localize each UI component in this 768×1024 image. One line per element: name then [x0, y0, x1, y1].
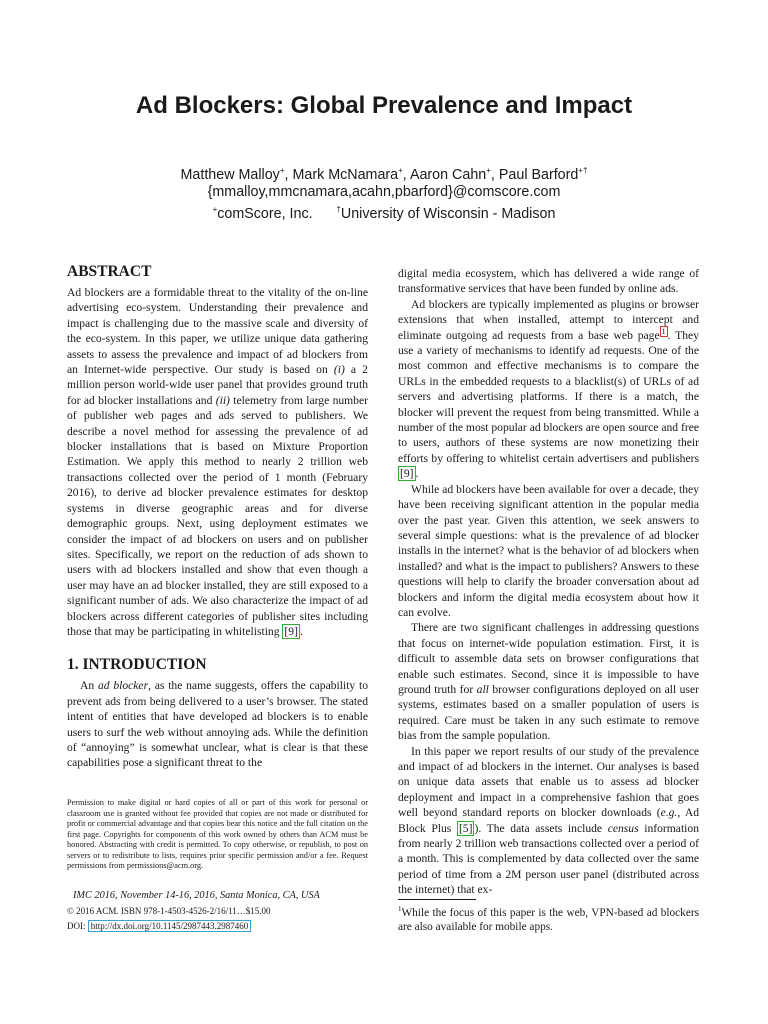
affiliations: [0, 205, 768, 223]
affiliation-mark: †: [336, 205, 341, 215]
citation-link[interactable]: [9]: [400, 467, 414, 481]
author-name: Aaron Cahn: [409, 167, 487, 183]
affiliation-mark: +: [486, 166, 491, 176]
paragraph: Ad blockers are typically implemented as plugins or browser extensions that when installed, attempt to intercept and eliminate outgoing ad requests from a base web page $^1$ . They use a variety of mechanisms to identify ad requests. One of the most common and effective mechanisms is to compare the URLs in the embedded requests to a blacklist(s) of URLs of ad servers and advertising platforms. If there is a match, the blocker will prevent the request from being transmitted. While a number of the most popular ad blockers are open source and free to users, authors of these systems are now monetizing their efforts by offering to whitelist certain advertisers and publishers [9] .: [398, 297, 700, 481]
author-name: Paul Barford: [498, 167, 579, 183]
conference-info: IMC 2016, November 14-16, 2016, Santa Monica, CA, USA: [73, 890, 320, 901]
isbn-line: © 2016 ACM. ISBN 978-1-4503-4526-2/16/11…$15.00: [67, 906, 271, 916]
paragraph: In this paper we report results of our study of the prevalence and impact of ad blockers in the internet. Our analyses is based on unique data assets that enable us to assess ad blocker deployment and impact in a comprehensive fashion that goes well beyond standard reports on blocker downloads (e.g., Ad Block Plus [5] ). The data assets include census information from nearly 2 trillion web transactions collected over a period of a month. This is complemented by data collected over the same period of time from a 2M person user panel (distributed across the internet) that ex-: [398, 744, 699, 897]
affiliation-comscore: comScore, Inc.: [217, 206, 313, 222]
author-name: Mark McNamara: [292, 167, 399, 183]
right-column: [398, 266, 699, 898]
introduction-heading: 1. INTRODUCTION: [67, 656, 207, 674]
affiliation-mark: +: [279, 166, 285, 176]
abstract-paragraph: Ad blockers are a formidable threat to the vitality of the on-line advertising eco-system. Understanding their prevalence and impact is challenging due to the massive scale and diversity of the eco-system. In this paper, we utilize unique data gathering assets to assess the prevalence and impact of ad blockers from an Internet-wide perspective. Our study is based on (i) a 2 million person world-wide user panel that provides ground truth for ad blocker installations and (ii) telemetry from large number of publisher web pages and ads served to publishers. We describe a novel method for assessing the prevalence of ad blocker installations that is based on Mixture Proportion Estimation. We apply this method to nearly 2 trillion web transactions collected over the period of 1 month (February 2016), to derive ad blocker prevalence estimates for desktop systems in diverse geographic areas and for diverse demographic groups. Next, using deployment estimates we consider the impact of ad blockers on users and on publisher sites. Specifically, we report on the reduction of ads shown to users with ad blockers installed and show that even though a user may have an ad blocker installed, they are still exposed to a significant number of ads. We also characterize the impact of ad blockers across different categories of publisher sites including those that may be participating in whitelisting [9] .: [67, 286, 368, 638]
footnote-link[interactable]: 1: [661, 326, 666, 336]
author-list: Matthew Malloy+, Mark McNamara+, Aaron Cahn+, Paul Barford+†: [180, 166, 588, 183]
abstract-heading: ABSTRACT: [67, 263, 152, 280]
doi-line: DOI: http://dx.doi.org/10.1145/2987443.2987460: [67, 919, 251, 933]
left-column: [67, 262, 368, 771]
affiliation-mark: +: [398, 166, 403, 176]
paper-title: Ad Blockers: Global Prevalence and Impact: [135, 92, 633, 119]
permission-notice: Permission to make digital or hard copies of all or part of this work for personal or classroom use is granted without fee provided that copies are not made or distributed for profit or commercial advantage and that copies bear this notice and the full citation on the first page. Copyrights for components of this work owned by others than ACM must be honored. Abstracting with credit is permitted. To copy otherwise, or republish, to post on servers or to redistribute to lists, requires prior specific permission and/or a fee. Request permissions from permissions@acm.org.: [67, 798, 368, 870]
footnote-divider: [398, 899, 476, 900]
paragraph: While ad blockers have been available for over a decade, they have been receiving significant attention in the popular media over the past year. Given this attention, we seek answers to several simple questions: what is the prevalence of ad blocker installs in the internet? what is the behavior of ad blockers when installed? and what is the impact to publishers? Answers to these questions will help to clarify the broader conversation about ad blockers and inform the digital media ecosystem about how it can evolve.: [398, 482, 699, 619]
affiliation-mark: +†: [578, 166, 588, 176]
affiliation-mark: +: [212, 205, 218, 215]
paragraph: digital media ecosystem, which has delivered a wide range of transformative services that have been funded by online ads.: [398, 267, 699, 296]
author-emails: {mmalloy,mmcnamara,acahn,pbarford}@comscore.com: [207, 184, 561, 200]
footnote-mark: 1: [398, 905, 402, 913]
paragraph: There are two significant challenges in addressing questions that focus on internet-wide population estimation. First, it is difficult to assemble data sets on browser configurations that enable such estimates. Second, since it is impossible to have ground truth for all browser configurations deployed on all user systems, estimates based on a smaller population of users is required. Care must be taken in any such estimate to remove bias from the sample population.: [398, 621, 699, 743]
intro-paragraph: An ad blocker, as the name suggests, offers the capability to prevent ads from being delivered to a user’s browser. The stated intent of entities that have developed ad blockers is to enable users to surf the web without annoying ads. While the definition of “annoying” is somewhat unclear, what is clear is that these capabilities pose a significant threat to the: [67, 679, 368, 770]
footnote: $^1$While the focus of this paper is the web, VPN-based ad blockers are also available for mobile apps.: [398, 905, 699, 934]
doi-link[interactable]: http://dx.doi.org/10.1145/2987443.2987460: [88, 920, 252, 932]
citation-link[interactable]: [5]: [458, 821, 473, 835]
citation-link[interactable]: [9]: [284, 624, 298, 638]
affiliation-uw: University of Wisconsin - Madison: [340, 206, 556, 222]
author-name: Matthew Malloy: [180, 167, 280, 183]
